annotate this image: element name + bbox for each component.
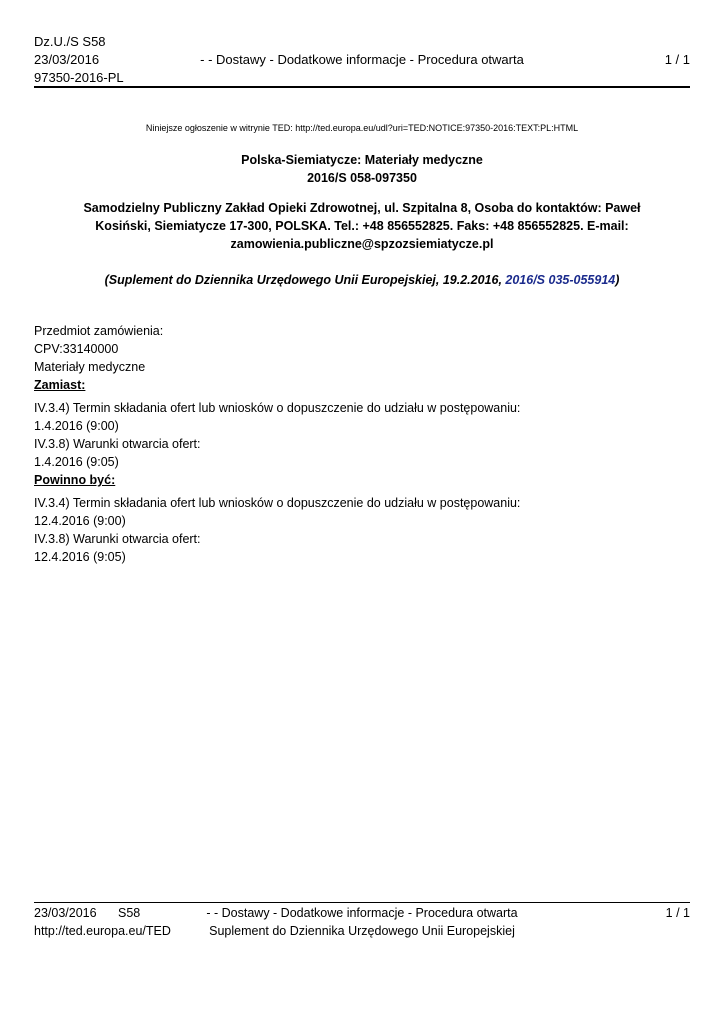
should-be-heading: Powinno być:	[34, 473, 116, 487]
should-be-line: IV.3.4) Termin składania ofert lub wniosków o dopuszczenie do udziału w postępowaniu:	[34, 496, 521, 510]
should-be-line: IV.3.8) Warunki otwarcia ofert:	[34, 532, 201, 546]
ted-notice-link[interactable]: Niniejsze ogłoszenie w witrynie TED: http://ted.europa.eu/udl?uri=TED:NOTICE:97350-2016:TEXT:PL:HTML	[145, 123, 579, 133]
notice-title	[34, 151, 690, 187]
header-date: 23/03/2016	[34, 52, 100, 67]
supplement-reference	[34, 271, 690, 289]
footer-date: 23/03/2016	[34, 906, 97, 920]
instead-line: 1.4.2016 (9:00)	[34, 419, 119, 433]
footer-title-line2: Suplement do Dziennika Urzędowego Unii Europejskiej	[209, 924, 515, 938]
footer-divider	[34, 902, 690, 903]
should-be-line: 12.4.2016 (9:00)	[34, 514, 126, 528]
supplement-suffix: )	[615, 273, 620, 287]
instead-line: 1.4.2016 (9:05)	[34, 455, 119, 469]
notice-title-subject: Polska-Siemiatycze: Materiały medyczne	[241, 153, 483, 167]
footer-url[interactable]: http://ted.europa.eu/TED	[34, 924, 171, 938]
instead-line: IV.3.8) Warunki otwarcia ofert:	[34, 437, 201, 451]
footer-title-line1: - - Dostawy - Dodatkowe informacje - Procedura otwarta	[206, 906, 518, 920]
page-footer	[34, 904, 690, 940]
supplement-prefix: (Suplement do Dziennika Urzędowego Unii Europejskiej, 19.2.2016,	[104, 273, 506, 287]
header-page-number: 1 / 1	[664, 52, 690, 67]
header-notice-id: 97350-2016-PL	[34, 70, 124, 85]
footer-title	[34, 904, 690, 940]
header-journal-ref: Dz.U./S S58	[34, 34, 106, 49]
footer-series: S58	[118, 906, 141, 920]
header-title: - - Dostawy - Dodatkowe informacje - Procedura otwarta	[200, 52, 524, 67]
should-be-line: 12.4.2016 (9:05)	[34, 550, 126, 564]
instead-line: IV.3.4) Termin składania ofert lub wniosków o dopuszczenie do udziału w postępowaniu:	[34, 401, 521, 415]
page-header	[34, 33, 690, 87]
cpv-description: Materiały medyczne	[34, 360, 146, 374]
instead-heading: Zamiast:	[34, 378, 86, 392]
footer-page-number: 1 / 1	[665, 906, 690, 920]
cpv-code: CPV:33140000	[34, 342, 119, 356]
contracting-authority: Samodzielny Publiczny Zakład Opieki Zdrowotnej, ul. Szpitalna 8, Osoba do kontaktów: Paweł Kosiński, Siemiatycze 17-300, POLSKA. Tel.: +48 856552825. Faks: +48 856552825. E-mail: zamowienia.publiczne@spzozsiemiatycze.pl	[83, 201, 641, 251]
header-divider	[34, 86, 690, 88]
supplement-ref-link[interactable]: 2016/S 035-055914	[505, 273, 616, 287]
notice-title-number: 2016/S 058-097350	[307, 171, 417, 185]
subject-label: Przedmiot zamówienia:	[34, 324, 164, 338]
notice-body	[34, 322, 690, 566]
